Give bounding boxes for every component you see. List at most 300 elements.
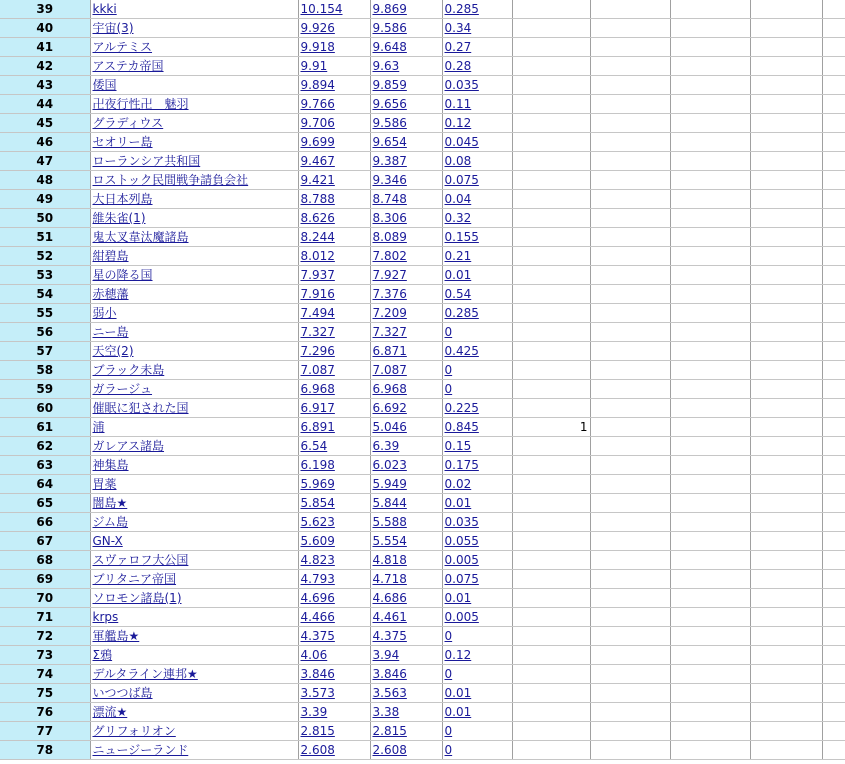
empty-cell (822, 608, 845, 627)
value3-link[interactable]: 0.12 (444, 648, 472, 662)
extra-cell (512, 684, 590, 703)
value2-cell (370, 589, 442, 608)
value1-cell (298, 627, 370, 646)
value3-link[interactable]: 0 (444, 382, 453, 396)
empty-cell (670, 646, 750, 665)
name-link[interactable]: ブラック未島 (92, 363, 165, 377)
value3-link[interactable]: 0.01 (444, 591, 472, 605)
name-cell (90, 266, 298, 285)
table-row (0, 133, 845, 152)
value1-link[interactable]: 5.969 (300, 477, 335, 491)
value1-link[interactable]: 8.244 (300, 230, 335, 244)
name-cell (90, 323, 298, 342)
value1-link[interactable]: 2.815 (300, 724, 335, 738)
value1-link[interactable]: 8.788 (300, 192, 335, 206)
empty-cell (590, 551, 670, 570)
value3-link[interactable]: 0.12 (444, 116, 472, 130)
extra-cell (512, 399, 590, 418)
value2-link[interactable]: 4.375 (372, 629, 407, 643)
value2-link[interactable]: 3.38 (372, 705, 400, 719)
empty-cell (590, 380, 670, 399)
value2-cell (370, 247, 442, 266)
value1-link[interactable]: 9.706 (300, 116, 335, 130)
value2-link[interactable]: 3.563 (372, 686, 407, 700)
value1-link[interactable]: 9.699 (300, 135, 335, 149)
value3-cell (442, 380, 512, 399)
value1-cell (298, 342, 370, 361)
value2-cell (370, 266, 442, 285)
name-link[interactable]: 卍夜行性卍 魅羽 (92, 97, 189, 111)
value2-link[interactable]: 6.023 (372, 458, 407, 472)
name-link[interactable]: いつつば島 (92, 686, 153, 700)
value1-link[interactable]: 2.608 (300, 743, 335, 757)
value2-link[interactable]: 2.608 (372, 743, 407, 757)
value1-link[interactable]: 7.296 (300, 344, 335, 358)
empty-cell (750, 95, 822, 114)
value3-link[interactable]: 0.055 (444, 534, 479, 548)
name-link[interactable]: セオリー島 (92, 135, 153, 149)
value1-link[interactable]: 6.917 (300, 401, 335, 415)
rank-cell: 51 (0, 228, 90, 247)
empty-cell (670, 532, 750, 551)
value1-link[interactable]: 8.012 (300, 249, 335, 263)
value1-link[interactable]: 5.623 (300, 515, 335, 529)
value2-cell (370, 456, 442, 475)
name-link[interactable]: kkki (92, 2, 117, 16)
rank-cell: 71 (0, 608, 90, 627)
value2-link[interactable]: 7.209 (372, 306, 407, 320)
value3-cell (442, 342, 512, 361)
value2-link[interactable]: 5.844 (372, 496, 407, 510)
empty-cell (822, 665, 845, 684)
rank-cell: 75 (0, 684, 90, 703)
empty-cell (590, 247, 670, 266)
table-row (0, 513, 845, 532)
value2-link[interactable]: 6.39 (372, 439, 400, 453)
name-cell (90, 741, 298, 760)
value3-cell (442, 456, 512, 475)
extra-cell (512, 627, 590, 646)
table-row (0, 684, 845, 703)
extra-cell (512, 722, 590, 741)
extra-cell (512, 38, 590, 57)
empty-cell (670, 323, 750, 342)
empty-cell (822, 684, 845, 703)
empty-cell (590, 114, 670, 133)
extra-cell (512, 665, 590, 684)
empty-cell (822, 437, 845, 456)
extra-cell (512, 456, 590, 475)
value3-cell (442, 570, 512, 589)
value2-link[interactable]: 4.686 (372, 591, 407, 605)
extra-cell (512, 133, 590, 152)
name-link[interactable]: krps (92, 610, 119, 624)
name-cell (90, 190, 298, 209)
value1-link[interactable]: 4.823 (300, 553, 335, 567)
rank-cell: 41 (0, 38, 90, 57)
empty-cell (590, 684, 670, 703)
value2-cell (370, 399, 442, 418)
table-row (0, 399, 845, 418)
value3-link[interactable]: 0.08 (444, 154, 472, 168)
value3-link[interactable]: 0.01 (444, 705, 472, 719)
name-link[interactable]: 弱小 (92, 306, 117, 320)
value3-link[interactable]: 0.005 (444, 610, 479, 624)
value3-link[interactable]: 0.28 (444, 59, 472, 73)
name-cell (90, 380, 298, 399)
name-cell (90, 494, 298, 513)
value3-link[interactable]: 0 (444, 325, 453, 339)
value2-cell (370, 703, 442, 722)
value2-cell (370, 0, 442, 19)
value2-cell (370, 190, 442, 209)
name-link[interactable]: ロストック民間戦争請負会社 (92, 173, 249, 187)
value3-cell (442, 494, 512, 513)
value3-link[interactable]: 0.035 (444, 515, 479, 529)
empty-cell (670, 665, 750, 684)
table-row (0, 304, 845, 323)
name-link[interactable]: アルテミス (92, 40, 153, 54)
value3-cell (442, 266, 512, 285)
value2-link[interactable]: 4.718 (372, 572, 407, 586)
name-link[interactable]: グリフォリオン (92, 724, 176, 738)
value3-link[interactable]: 0.01 (444, 268, 472, 282)
table-row (0, 589, 845, 608)
empty-cell (822, 551, 845, 570)
value1-link[interactable]: 4.793 (300, 572, 335, 586)
value3-cell (442, 0, 512, 19)
value1-link[interactable]: 7.494 (300, 306, 335, 320)
value2-link[interactable]: 9.859 (372, 78, 407, 92)
value2-cell (370, 380, 442, 399)
rank-cell: 63 (0, 456, 90, 475)
value2-cell (370, 304, 442, 323)
value2-link[interactable]: 6.968 (372, 382, 407, 396)
name-link[interactable]: GN-X (92, 534, 123, 548)
empty-cell (670, 171, 750, 190)
empty-cell (590, 95, 670, 114)
value2-link[interactable]: 3.94 (372, 648, 400, 662)
name-link[interactable]: 天空(2) (92, 344, 134, 358)
value2-link[interactable]: 9.586 (372, 21, 407, 35)
rank-cell: 68 (0, 551, 90, 570)
value1-link[interactable]: 6.198 (300, 458, 335, 472)
value3-link[interactable]: 0.425 (444, 344, 479, 358)
name-link[interactable]: 宇宙(3) (92, 21, 134, 35)
value3-link[interactable]: 0.15 (444, 439, 472, 453)
empty-cell (750, 171, 822, 190)
name-link[interactable]: 軍艦島★ (92, 629, 140, 643)
value2-link[interactable]: 7.802 (372, 249, 407, 263)
empty-cell (750, 703, 822, 722)
value3-link[interactable]: 0.54 (444, 287, 472, 301)
empty-cell (590, 608, 670, 627)
value3-link[interactable]: 0.035 (444, 78, 479, 92)
name-link[interactable]: 胃薬 (92, 477, 117, 491)
value3-link[interactable]: 0.11 (444, 97, 472, 111)
name-link[interactable]: 赤穂藩 (92, 287, 129, 301)
empty-cell (670, 703, 750, 722)
value3-link[interactable]: 0 (444, 629, 453, 643)
value1-link[interactable]: 7.087 (300, 363, 335, 377)
name-cell (90, 418, 298, 437)
empty-cell (590, 19, 670, 38)
value3-link[interactable]: 0.075 (444, 173, 479, 187)
value3-link[interactable]: 0.01 (444, 686, 472, 700)
empty-cell (750, 494, 822, 513)
value1-link[interactable]: 7.916 (300, 287, 335, 301)
value2-link[interactable]: 9.346 (372, 173, 407, 187)
value2-link[interactable]: 7.087 (372, 363, 407, 377)
value1-cell (298, 228, 370, 247)
empty-cell (670, 19, 750, 38)
name-cell (90, 399, 298, 418)
empty-cell (750, 342, 822, 361)
value1-link[interactable]: 8.626 (300, 211, 335, 225)
empty-cell (590, 570, 670, 589)
value3-cell (442, 703, 512, 722)
empty-cell (822, 171, 845, 190)
rank-cell: 61 (0, 418, 90, 437)
name-link[interactable]: グラディウス (92, 116, 164, 130)
name-link[interactable]: 維朱雀(1) (92, 211, 146, 225)
value1-cell (298, 361, 370, 380)
table-row (0, 418, 845, 437)
empty-cell (670, 456, 750, 475)
empty-cell (822, 494, 845, 513)
name-link[interactable]: ニュージーランド (92, 743, 189, 757)
value2-link[interactable]: 6.871 (372, 344, 407, 358)
value3-link[interactable]: 0.01 (444, 496, 472, 510)
value1-link[interactable]: 4.466 (300, 610, 335, 624)
name-link[interactable]: 神集島 (92, 458, 129, 472)
value3-link[interactable]: 0.27 (444, 40, 472, 54)
empty-cell (750, 57, 822, 76)
empty-cell (590, 627, 670, 646)
empty-cell (822, 0, 845, 19)
empty-cell (750, 38, 822, 57)
name-link[interactable]: 鬼太叉韋汰魔諸島 (92, 230, 189, 244)
value3-cell (442, 247, 512, 266)
name-cell (90, 57, 298, 76)
value2-cell (370, 171, 442, 190)
value3-link[interactable]: 0.045 (444, 135, 479, 149)
value1-cell (298, 684, 370, 703)
value2-link[interactable]: 9.63 (372, 59, 400, 73)
value1-link[interactable]: 4.375 (300, 629, 335, 643)
empty-cell (822, 323, 845, 342)
name-link[interactable]: Σ鴉 (92, 648, 113, 662)
table-row (0, 475, 845, 494)
value3-cell (442, 646, 512, 665)
value2-link[interactable]: 9.648 (372, 40, 407, 54)
name-link[interactable]: ローランシア共和国 (92, 154, 201, 168)
value2-link[interactable]: 4.461 (372, 610, 407, 624)
rank-cell: 76 (0, 703, 90, 722)
value3-link[interactable]: 0.155 (444, 230, 479, 244)
rank-cell: 60 (0, 399, 90, 418)
name-link[interactable]: 漂流★ (92, 705, 128, 719)
value2-cell (370, 19, 442, 38)
empty-cell (822, 190, 845, 209)
value2-link[interactable]: 9.656 (372, 97, 407, 111)
name-link[interactable]: 紺碧島 (92, 249, 129, 263)
value2-cell (370, 437, 442, 456)
value2-cell (370, 684, 442, 703)
value3-link[interactable]: 0.285 (444, 306, 479, 320)
value2-link[interactable]: 8.748 (372, 192, 407, 206)
empty-cell (590, 703, 670, 722)
value3-link[interactable]: 0 (444, 743, 453, 757)
name-cell (90, 285, 298, 304)
value1-link[interactable]: 9.894 (300, 78, 335, 92)
value3-cell (442, 190, 512, 209)
value3-cell (442, 532, 512, 551)
value3-cell (442, 399, 512, 418)
name-cell (90, 114, 298, 133)
value2-link[interactable]: 5.949 (372, 477, 407, 491)
empty-cell (590, 437, 670, 456)
empty-cell (822, 646, 845, 665)
value2-link[interactable]: 5.554 (372, 534, 407, 548)
value2-link[interactable]: 7.927 (372, 268, 407, 282)
extra-cell (512, 589, 590, 608)
value2-link[interactable]: 9.586 (372, 116, 407, 130)
name-link[interactable]: アステカ帝国 (92, 59, 164, 73)
name-cell (90, 228, 298, 247)
value1-link[interactable]: 9.766 (300, 97, 335, 111)
name-link[interactable]: ガラージュ (92, 382, 153, 396)
value1-link[interactable]: 6.891 (300, 420, 335, 434)
name-link[interactable]: スヴァロフ大公国 (92, 553, 189, 567)
value2-link[interactable]: 6.692 (372, 401, 407, 415)
name-link[interactable]: 浦 (92, 420, 105, 434)
name-link[interactable]: 大日本列島 (92, 192, 153, 206)
value3-cell (442, 323, 512, 342)
empty-cell (750, 684, 822, 703)
empty-cell (670, 266, 750, 285)
table-row (0, 209, 845, 228)
value2-link[interactable]: 7.327 (372, 325, 407, 339)
value1-link[interactable]: 10.154 (300, 2, 343, 16)
value2-link[interactable]: 2.815 (372, 724, 407, 738)
table-row (0, 741, 845, 760)
value1-link[interactable]: 5.854 (300, 496, 335, 510)
value3-link[interactable]: 0.005 (444, 553, 479, 567)
value1-link[interactable]: 9.91 (300, 59, 328, 73)
value1-link[interactable]: 6.968 (300, 382, 335, 396)
name-cell (90, 665, 298, 684)
value3-link[interactable]: 0.04 (444, 192, 472, 206)
table-row (0, 114, 845, 133)
value3-link[interactable]: 0 (444, 363, 453, 377)
value2-link[interactable]: 8.089 (372, 230, 407, 244)
name-link[interactable]: ジム島 (92, 515, 129, 529)
value2-cell (370, 475, 442, 494)
empty-cell (590, 0, 670, 19)
name-link[interactable]: 星の降る国 (92, 268, 153, 282)
value2-link[interactable]: 8.306 (372, 211, 407, 225)
value1-link[interactable]: 9.421 (300, 173, 335, 187)
value2-link[interactable]: 3.846 (372, 667, 407, 681)
value1-link[interactable]: 9.918 (300, 40, 335, 54)
name-cell (90, 133, 298, 152)
name-link[interactable]: ニー島 (92, 325, 129, 339)
table-row (0, 361, 845, 380)
name-link[interactable]: 催眠に犯された国 (92, 401, 189, 415)
value3-link[interactable]: 0.21 (444, 249, 472, 263)
extra-cell (512, 380, 590, 399)
value3-link[interactable]: 0.34 (444, 21, 472, 35)
value1-link[interactable]: 4.696 (300, 591, 335, 605)
value3-link[interactable]: 0.225 (444, 401, 479, 415)
value2-link[interactable]: 9.387 (372, 154, 407, 168)
value1-link[interactable]: 6.54 (300, 439, 328, 453)
value1-link[interactable]: 3.573 (300, 686, 335, 700)
empty-cell (822, 627, 845, 646)
value3-link[interactable]: 0.32 (444, 211, 472, 225)
value2-link[interactable]: 5.588 (372, 515, 407, 529)
name-link[interactable]: 闇島★ (92, 496, 128, 510)
value1-cell (298, 665, 370, 684)
name-link[interactable]: 倭国 (92, 78, 117, 92)
name-link[interactable]: ブリタニア帝国 (92, 572, 177, 586)
table-row (0, 228, 845, 247)
value1-cell (298, 532, 370, 551)
rank-cell: 42 (0, 57, 90, 76)
value3-link[interactable]: 0.285 (444, 2, 479, 16)
empty-cell (750, 247, 822, 266)
empty-cell (750, 418, 822, 437)
value3-cell (442, 152, 512, 171)
value3-link[interactable]: 0.175 (444, 458, 479, 472)
value1-link[interactable]: 7.937 (300, 268, 335, 282)
value2-link[interactable]: 9.869 (372, 2, 407, 16)
empty-cell (670, 247, 750, 266)
value3-cell (442, 722, 512, 741)
value1-link[interactable]: 4.06 (300, 648, 328, 662)
empty-cell (590, 342, 670, 361)
value3-link[interactable]: 0 (444, 667, 453, 681)
value1-link[interactable]: 9.467 (300, 154, 335, 168)
value2-link[interactable]: 7.376 (372, 287, 407, 301)
value1-cell (298, 589, 370, 608)
value1-cell (298, 285, 370, 304)
value1-link[interactable]: 5.609 (300, 534, 335, 548)
value2-link[interactable]: 9.654 (372, 135, 407, 149)
value3-link[interactable]: 0.845 (444, 420, 479, 434)
value1-link[interactable]: 7.327 (300, 325, 335, 339)
name-link[interactable]: デルタライン連邦★ (92, 667, 198, 681)
value1-link[interactable]: 3.846 (300, 667, 335, 681)
value3-link[interactable]: 0.02 (444, 477, 472, 491)
empty-cell (822, 285, 845, 304)
value3-link[interactable]: 0 (444, 724, 453, 738)
value1-link[interactable]: 9.926 (300, 21, 335, 35)
value2-link[interactable]: 4.818 (372, 553, 407, 567)
value1-cell (298, 266, 370, 285)
value1-link[interactable]: 3.39 (300, 705, 328, 719)
value2-link[interactable]: 5.046 (372, 420, 407, 434)
value3-cell (442, 627, 512, 646)
name-cell (90, 475, 298, 494)
extra-cell (512, 570, 590, 589)
value3-link[interactable]: 0.075 (444, 572, 479, 586)
value2-cell (370, 741, 442, 760)
name-link[interactable]: ソロモン諸島(1) (92, 591, 182, 605)
name-link[interactable]: ガレアス諸島 (92, 439, 165, 453)
value1-cell (298, 399, 370, 418)
